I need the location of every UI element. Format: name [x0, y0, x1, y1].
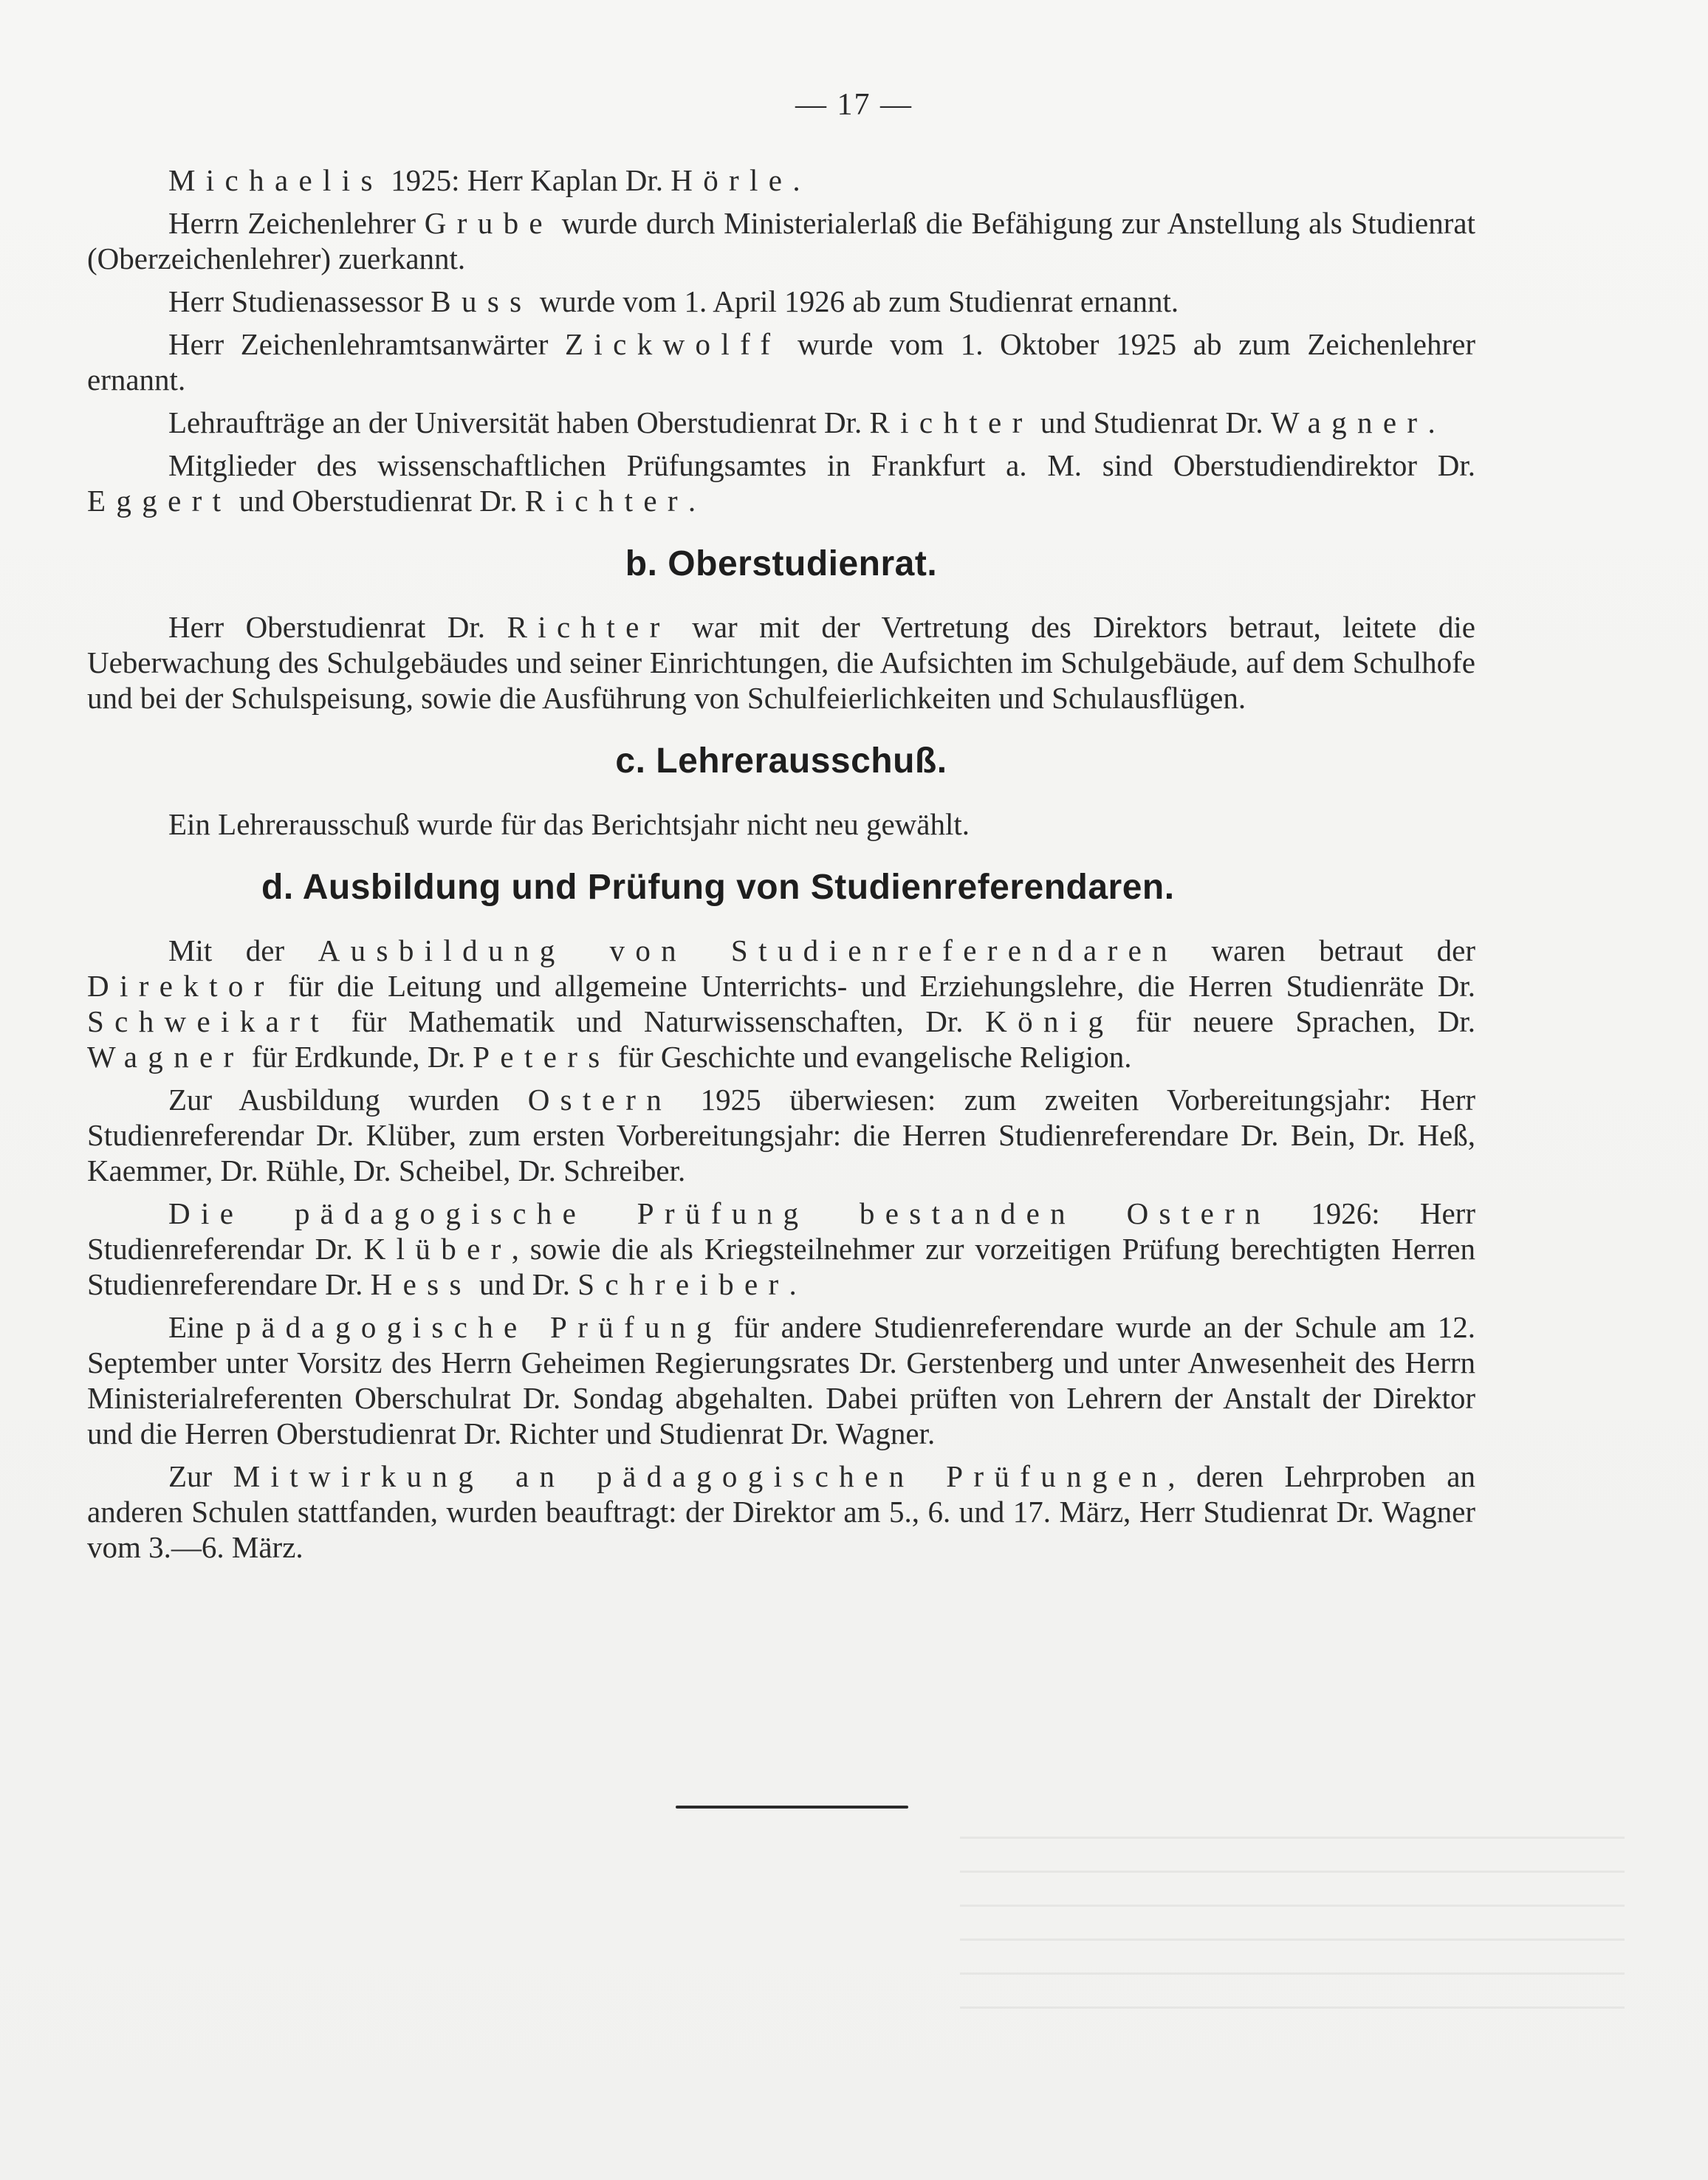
spaced-emphasis: Wagner — [87, 1040, 244, 1074]
text-run: Eine — [168, 1310, 236, 1344]
text-run: , sowie die als Kriegsteilnehmer zur vorzeitigen Prüfung berechtigten Herren Studienreferendare Dr. — [87, 1232, 1476, 1301]
spaced-emphasis: Eggert — [87, 484, 232, 518]
text-run: für Mathematik und Naturwissenschaften, Dr. — [329, 1004, 986, 1038]
spaced-emphasis: Mitwirkung an pädagogischen Prüfungen — [233, 1459, 1168, 1493]
paragraph — [87, 1309, 1475, 1451]
spaced-emphasis: Richter — [507, 610, 670, 644]
section-d-body — [87, 933, 1475, 1565]
paragraph — [87, 933, 1475, 1074]
paragraph — [87, 326, 1475, 397]
spaced-emphasis: pädagogische Prüfung — [236, 1310, 722, 1344]
text-run: waren betraut der — [1177, 933, 1476, 967]
text-run: Herr Zeichenlehramtsanwärter — [168, 327, 566, 361]
text-run: für andere Studienreferendare wurde an der Schule am 12. September unter Vorsitz des Herrn Geheimen Regierungsrates Dr. Gerstenberg und unter Anwesenheit des Herrn Ministerialreferenten Oberschulrat Dr. Sondag abgehalten. Dabei prüften von Lehrern der Anstalt der Direktor und die Herren Oberstudienrat Dr. Richter und Studienrat Dr. Wagner. — [87, 1310, 1475, 1450]
paragraph — [87, 405, 1475, 440]
section-heading-b: b. Oberstudienrat. — [625, 544, 938, 583]
text-run: für Erdkunde, Dr. — [244, 1040, 473, 1074]
text-run: und Studienrat Dr. — [1032, 405, 1271, 439]
section-c-body — [87, 806, 1475, 842]
text-run: wurde durch Ministerialerlaß die Befähigung zur Anstellung als Studienrat (Oberzeichenlehrer) zuerkannt. — [87, 206, 1475, 275]
spaced-emphasis: Zickwolff — [565, 327, 781, 361]
paragraph — [87, 1196, 1475, 1302]
spaced-emphasis: Wagner — [1270, 405, 1428, 439]
document-body — [87, 162, 1475, 1565]
page-number: — 17 — — [795, 88, 913, 122]
text-run: für die Leitung und allgemeine Unterrichts- und Erziehungslehre, die Herren Studienräte Dr. — [274, 969, 1475, 1003]
end-rule — [676, 1806, 908, 1809]
spaced-emphasis: Peters — [473, 1040, 611, 1074]
text-run: . — [1427, 405, 1436, 439]
text-run: Herrn Zeichenlehrer — [168, 206, 425, 240]
paragraph — [87, 1459, 1475, 1565]
text-run: Ein Lehrerausschuß wurde für das Berichtsjahr nicht neu gewählt. — [168, 807, 970, 841]
spaced-emphasis: Richter — [869, 405, 1033, 439]
text-run: . — [789, 1267, 797, 1301]
text-run: 1925 überwiesen: zum zweiten Vorbereitungsjahr: Herr Studienreferendar Dr. Klüber, zum ersten Vorbereitungsjahr: die Herren Studienreferendare Dr. Bein, Dr. Heß, Kaemmer, Dr. Rühle, Dr. Scheibel, Dr. Schreiber. — [87, 1083, 1476, 1187]
text-run: 1926: Herr Studienreferendar Dr. — [87, 1196, 1475, 1266]
intro-block — [87, 162, 1475, 518]
spaced-emphasis: König — [985, 1004, 1114, 1038]
paragraph — [87, 448, 1475, 518]
paragraph — [87, 609, 1475, 716]
text-run: wurde vom 1. April 1926 ab zum Studienrat ernannt. — [532, 284, 1179, 318]
text-run: für Geschichte und evangelische Religion. — [610, 1040, 1132, 1074]
paragraph — [87, 162, 1475, 198]
text-run: für neuere Sprachen, Dr. — [1114, 1004, 1475, 1038]
spaced-emphasis: Die pädagogische Prüfung bestanden Ostern — [168, 1196, 1271, 1230]
spaced-emphasis: Michaelis — [168, 163, 383, 197]
text-run: , deren Lehrproben an anderen Schulen stattfanden, wurden beauftragt: der Direktor am 5., 6. und 17. März, Herr Studienrat Dr. Wagner vom 3.—6. März. — [87, 1459, 1476, 1564]
text-run: Zur Ausbildung wurden — [168, 1083, 528, 1117]
text-run: war mit der Vertretung des Direktors betraut, leitete die Ueberwachung des Schulgebäudes und seiner Einrichtungen, die Aufsichten im Schulgebäude, auf dem Schulhofe und bei der Schulspeisung, sowie die Ausführung von Schulfeierlichkeiten und Schulausflügen. — [87, 610, 1475, 715]
text-run: Mit der — [168, 933, 318, 967]
text-run: . — [792, 163, 800, 197]
text-run: Herr Studienassessor — [168, 284, 431, 318]
spaced-emphasis: Grube — [424, 206, 553, 240]
spaced-emphasis: Hess — [370, 1267, 472, 1301]
paragraph — [87, 1082, 1475, 1188]
spaced-emphasis: Schweikart — [87, 1004, 329, 1038]
section-heading-d: d. Ausbildung und Prüfung von Studienreferendaren. — [261, 868, 1175, 907]
text-run: 1925: Herr Kaplan Dr. — [383, 163, 671, 197]
spaced-emphasis: Klüber — [363, 1232, 512, 1266]
paragraph — [87, 205, 1475, 276]
section-heading-c: c. Lehrerausschuß. — [615, 741, 947, 781]
paragraph — [87, 806, 1475, 842]
spaced-emphasis: Hörle — [670, 163, 793, 197]
text-run: wurde vom 1. Oktober 1925 ab zum Zeichenlehrer ernannt. — [87, 327, 1475, 397]
spaced-emphasis: Ostern — [527, 1083, 673, 1117]
section-b-body — [87, 609, 1475, 716]
bleed-through-shadow — [960, 1831, 1625, 2009]
text-run: . — [687, 484, 696, 518]
text-run: und Dr. — [471, 1267, 578, 1301]
spaced-emphasis: Buss — [431, 284, 532, 318]
text-run: Mitglieder des wissenschaftlichen Prüfungsamtes in Frankfurt a. M. sind Oberstudiendirektor Dr. — [168, 448, 1475, 482]
spaced-emphasis: Schreiber — [577, 1267, 789, 1301]
spaced-emphasis: Direktor — [87, 969, 275, 1003]
text-run: Herr Oberstudienrat Dr. — [168, 610, 507, 644]
spaced-emphasis: Ausbildung von Studienreferendaren — [318, 933, 1178, 967]
text-run: und Oberstudienrat Dr. — [231, 484, 525, 518]
text-run: Lehraufträge an der Universität haben Oberstudienrat Dr. — [168, 405, 870, 439]
paragraph — [87, 284, 1475, 319]
spaced-emphasis: Richter — [524, 484, 688, 518]
text-run: Zur — [168, 1459, 233, 1493]
